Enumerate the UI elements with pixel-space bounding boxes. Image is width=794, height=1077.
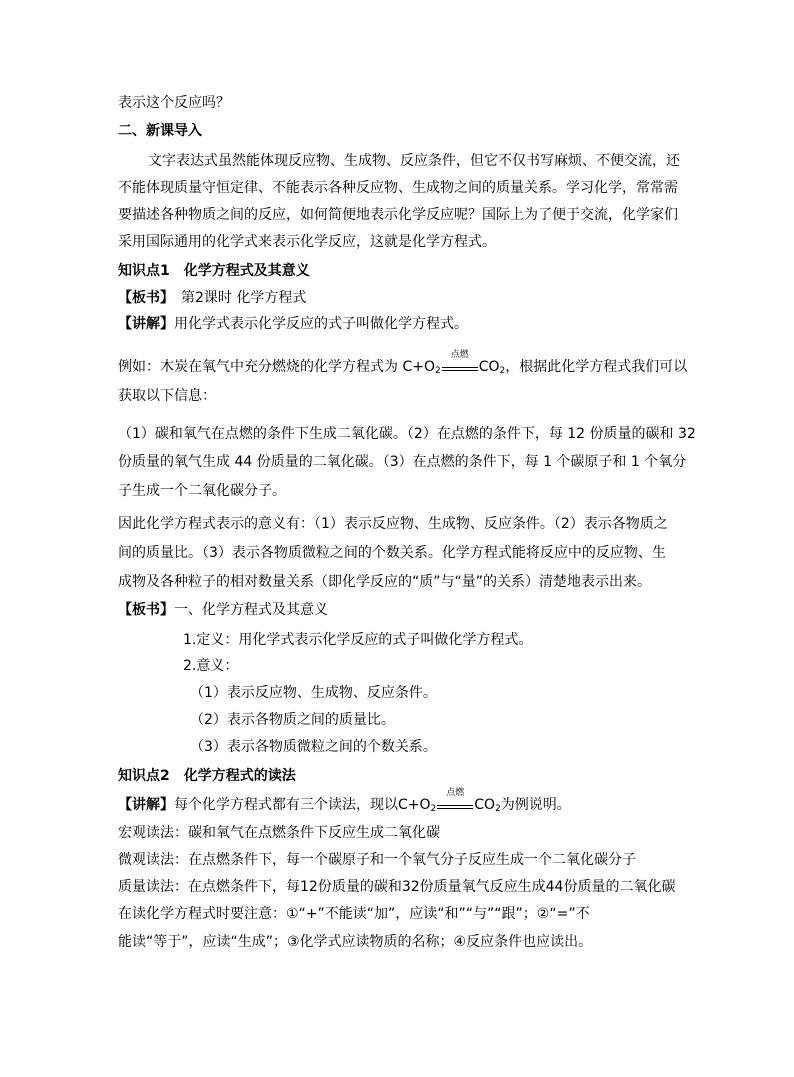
- board-note-line: [118, 288, 306, 308]
- tag-label: 【讲解】: [118, 316, 174, 332]
- paragraph-line: 采用国际通用的化学式来表示化学反应，这就是化学方程式。: [118, 234, 496, 250]
- reading-method-micro: 微观读法：在点燃条件下，每一个碳原子和一个氧气分子反应生成一个二氧化碳分子: [118, 852, 636, 868]
- board-note-text: 第2课时 化学方程式: [167, 290, 307, 306]
- meaning-item: （3）表示各物质微粒之间的个数关系。: [190, 739, 437, 755]
- reaction-condition: 点燃: [450, 350, 469, 360]
- equation-suffix: 为例说明。: [500, 797, 571, 813]
- reaction-arrow: [442, 350, 478, 374]
- paragraph-line: 份质量的氧气生成 44 份质量的二氧化碳。（3）在点燃的条件下，每 1 个碳原子和 1 个氧分: [118, 454, 687, 470]
- meaning-item: （1）表示反应物、生成物、反应条件。: [190, 685, 437, 701]
- paragraph-line: （1）碳和氧气在点燃的条件下生成二氧化碳。（2）在点燃的条件下，每 12 份质量的碳和 32: [118, 426, 696, 442]
- paragraph-line: 不能体现质量守恒定律、不能表示各种反应物、生成物之间的质量关系。学习化学，常常需: [118, 180, 678, 196]
- paragraph-line: 成物及各种粒子的相对数量关系（即化学反应的“质”与“量”的关系）清楚地表示出来。: [118, 574, 652, 590]
- subscript: 2: [434, 366, 441, 376]
- paragraph-line: 要描述各种物质之间的反应，如何简便地表示化学反应呢？国际上为了便于交流，化学家们: [118, 207, 678, 223]
- explanation-text: 用化学式表示化学反应的式子叫做化学方程式。: [174, 316, 468, 332]
- example-equation-line: [118, 350, 688, 381]
- board-note-line: [118, 600, 328, 620]
- equation-prefix: 每个化学方程式都有三个读法，现以C+O: [174, 797, 431, 813]
- tag-label: 【讲解】: [118, 797, 174, 813]
- definition-line: 1.定义：用化学式表示化学反应的式子叫做化学方程式。: [183, 632, 533, 648]
- paragraph-line: 能读“等于”，应读“生成”；③化学式应读物质的名称；④反应条件也应读出。: [118, 934, 593, 950]
- text-line: 表示这个反应吗？: [118, 95, 230, 111]
- subscript: 2: [499, 366, 506, 376]
- paragraph-line: 在读化学方程式时要注意：①“+”不能读“加”，应读“和”“与”“跟”；②“=”不: [118, 906, 590, 922]
- explanation-line: [118, 788, 571, 819]
- meaning-heading: 2.意义：: [183, 658, 239, 674]
- tag-label: 【板书】: [118, 290, 167, 306]
- reaction-condition: 点燃: [446, 788, 465, 798]
- knowledge-point-heading: 知识点2 化学方程式的读法: [118, 768, 296, 784]
- paragraph-line: 子生成一个二氧化碳分子。: [118, 483, 286, 499]
- paragraph-line: 因此化学方程式表示的意义有：（1）表示反应物、生成物、反应条件。（2）表示各物质之: [118, 516, 668, 532]
- equation-product: CO: [478, 359, 500, 375]
- equation-product: CO: [474, 797, 496, 813]
- equation-suffix: ，根据此化学方程式我们可以: [505, 359, 688, 375]
- paragraph-line: 间的质量比。（3）表示各物质微粒之间的个数关系。化学方程式能将反应中的反应物、生: [118, 545, 666, 561]
- equation-prefix: 例如：木炭在氧气中充分燃烧的化学方程式为 C+O: [118, 359, 435, 375]
- section-heading: 二、新课导入: [118, 123, 202, 139]
- paragraph-line: 文字表达式虽然能体现反应物、生成物、反应条件，但它不仅书写麻烦、不便交流，还: [148, 153, 680, 169]
- explanation-line: [118, 314, 468, 334]
- subscript: 2: [430, 804, 437, 814]
- subscript: 2: [495, 804, 501, 814]
- reaction-arrow: [437, 788, 473, 812]
- paragraph-line: 获取以下信息：: [118, 388, 216, 404]
- tag-label: 【板书】: [118, 602, 174, 618]
- knowledge-point-heading: 知识点1 化学方程式及其意义: [118, 263, 310, 279]
- reading-method-macro: 宏观读法：碳和氧气在点燃条件下反应生成二氧化碳: [118, 825, 440, 841]
- reading-method-mass: 质量读法：在点燃条件下，每12份质量的碳和32份质量氧气反应生成44份质量的二氧化碳: [118, 879, 676, 895]
- meaning-item: （2）表示各物质之间的质量比。: [190, 712, 395, 728]
- board-note-text: 一、化学方程式及其意义: [174, 602, 328, 618]
